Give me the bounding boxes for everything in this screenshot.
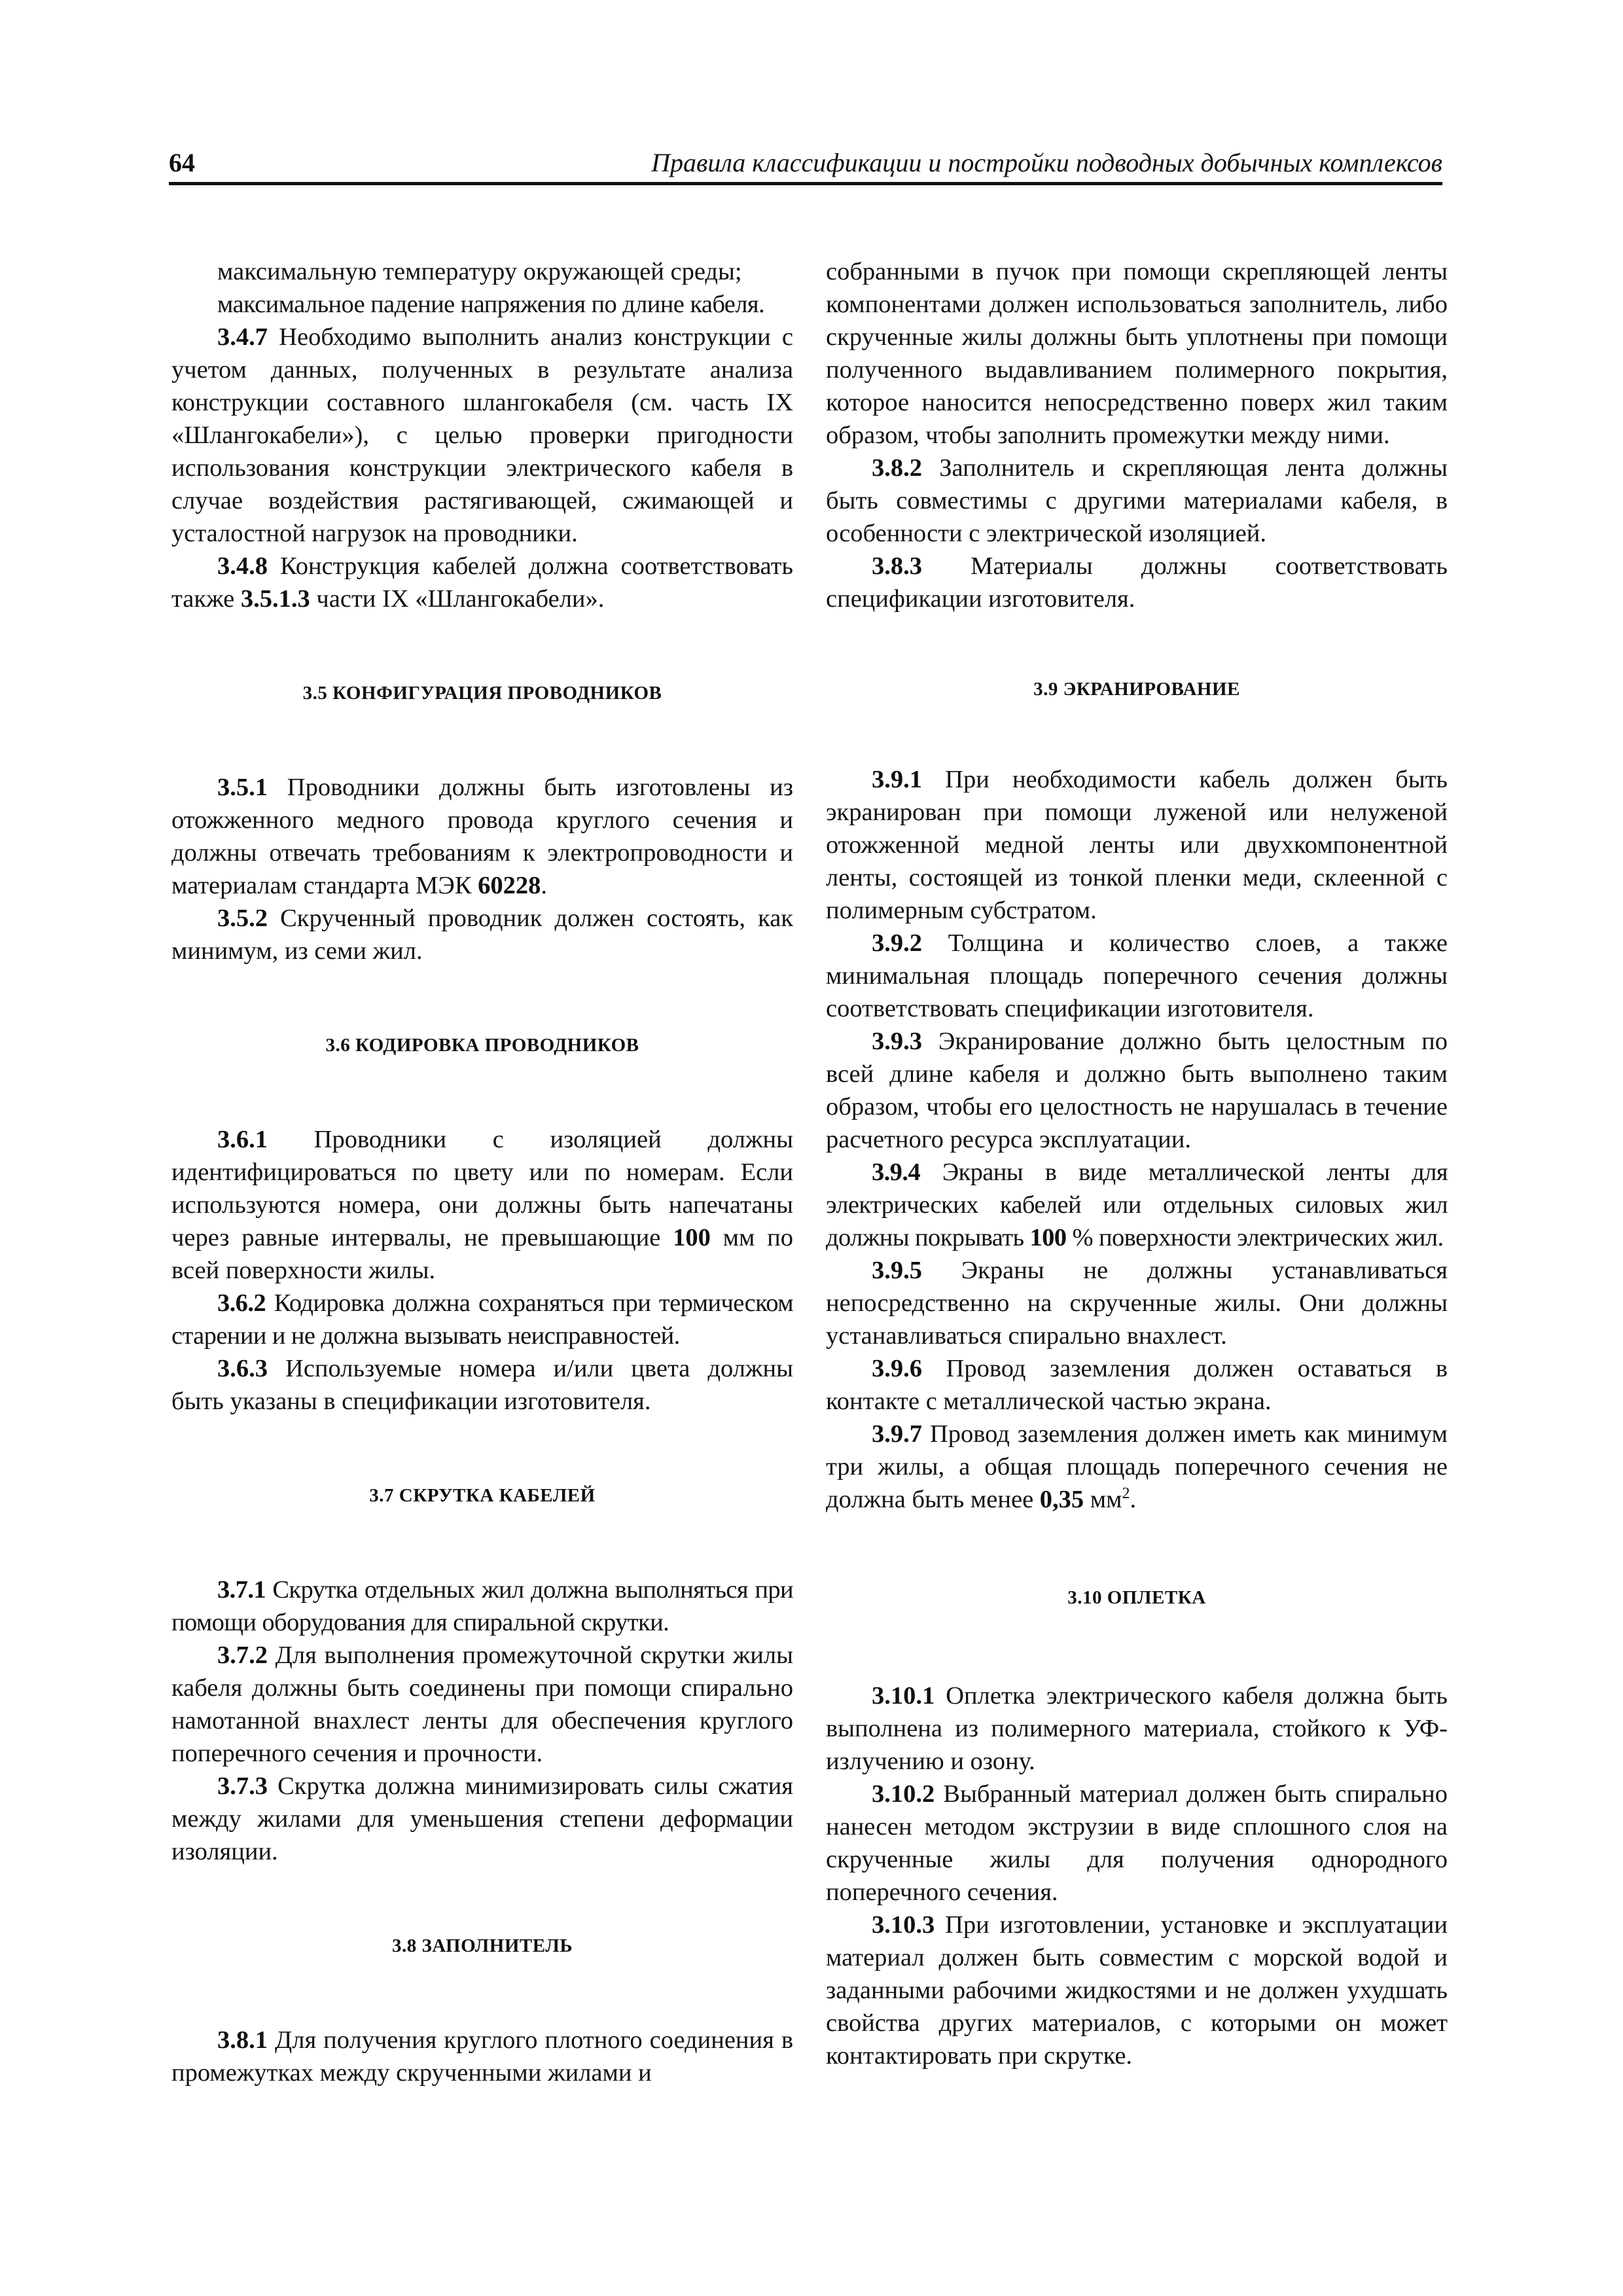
clause-reference: 3.5.1.3	[240, 585, 310, 613]
clause-number: 3.9.4	[872, 1158, 921, 1186]
clause-number: 3.7.3	[217, 1772, 268, 1800]
paragraph-3-10-3	[826, 1909, 1448, 2072]
paragraph-3-9-6	[826, 1352, 1448, 1418]
clause-text: Для выполнения промежуточной скрутки жилы кабеля должны быть соединены при помощи спирально намотанной внахлест ленты для обеспечения круглого поперечного сечения и прочности.	[171, 1641, 793, 1767]
clause-text: мм по всей поверхности жилы.	[171, 1224, 793, 1284]
paragraph-3-9-4	[826, 1156, 1448, 1254]
clause-number: 3.10.1	[872, 1682, 935, 1710]
clause-text: Провод заземления должен иметь как минимум три жилы, а общая площадь поперечного сечения не должна быть менее	[826, 1420, 1448, 1513]
clause-text: Экранирование должно быть целостным по всей длине кабеля и должно быть выполнено таким образом, чтобы его целостность не нарушалась в течение расчетного ресурса эксплуатации.	[826, 1028, 1448, 1153]
clause-text: Для получения круглого плотного соединения в промежутках между скрученными жилами и	[171, 2026, 793, 2087]
clause-number: 3.6.1	[217, 1126, 268, 1153]
clause-number: 3.5.1	[217, 774, 268, 801]
paragraph-3-5-1	[171, 771, 793, 902]
area-unit: мм	[1084, 1486, 1122, 1513]
unit-superscript: 2	[1122, 1485, 1130, 1503]
paragraph-3-6-2	[171, 1287, 793, 1352]
clause-number: 3.4.8	[217, 552, 268, 580]
coverage-value: 100	[1029, 1224, 1067, 1251]
paragraph-3-8-3	[826, 550, 1448, 615]
clause-number: 3.6.2	[217, 1289, 266, 1317]
clause-text: Проводники должны быть изготовлены из отожженного медного провода круглого сечения и должны отвечать требованиям к электропроводности и материалам стандарта МЭК	[171, 774, 793, 899]
clause-text: Проводники с изоляцией должны идентифицироваться по цвету или по номерам. Если используются номера, они должны быть напечатаны через равные интервалы, не превышающие	[171, 1126, 793, 1251]
clause-text: Провод заземления должен оставаться в контакте с металлической частью экрана.	[826, 1355, 1448, 1415]
clause-text: Скрутка отдельных жил должна выполняться при помощи оборудования для спиральной скрутки.	[171, 1576, 793, 1636]
left-column	[171, 255, 793, 2089]
clause-number: 3.6.3	[217, 1355, 268, 1382]
clause-number: 3.5.2	[217, 905, 268, 932]
paragraph-3-9-3	[826, 1025, 1448, 1156]
clause-text: Скрутка должна минимизировать силы сжатия между жилами для уменьшения степени деформации изоляции.	[171, 1772, 793, 1865]
clause-text: При необходимости кабель должен быть экранирован при помощи луженой или нелуженой отожженной медной ленты или двухкомпонентной ленты, состоящей из тонкой пленки меди, склеенной с полимерным субстратом.	[826, 766, 1448, 924]
paragraph-3-8-1	[171, 2024, 793, 2089]
section-heading-3-5: 3.5 КОНФИГУРАЦИЯ ПРОВОДНИКОВ	[302, 683, 662, 704]
clause-text: Экраны в виде металлической ленты для электрических кабелей или отдельных силовых жил должны покрывать	[826, 1158, 1448, 1251]
page-header	[169, 145, 1442, 185]
clause-text: Кодировка должна сохраняться при термическом старении и не должна вызывать неисправностей.	[171, 1289, 793, 1350]
page-number: 64	[169, 148, 195, 177]
clause-number: 3.9.1	[872, 766, 922, 793]
paragraph-3-6-1	[171, 1123, 793, 1287]
clause-number: 3.9.6	[872, 1355, 922, 1382]
clause-text: Оплетка электрического кабеля должна быть выполнена из полимерного материала, стойкого к УФ-излучению и озону.	[826, 1682, 1448, 1775]
clause-number: 3.4.7	[217, 323, 268, 351]
paragraph-3-7-3	[171, 1770, 793, 1868]
clause-number: 3.9.5	[872, 1257, 922, 1284]
paragraph-max-temperature: максимальную температуру окружающей среды;	[217, 258, 742, 285]
paragraph-3-8-1-continued: собранными в пучок при помощи скрепляющей ленты компонентами должен использоваться заполнитель, либо скрученные жилы должны быть уплотнены при помощи полученного выдавливанием полимерного покрытия, которое наносится непосредственно поверх жил таким образом, чтобы заполнить промежутки между ними.	[826, 258, 1448, 449]
clause-number: 3.10.2	[872, 1780, 935, 1808]
paragraph-3-10-2	[826, 1778, 1448, 1909]
paragraph-3-9-7	[826, 1418, 1448, 1516]
clause-number: 3.9.2	[872, 929, 922, 957]
clause-number: 3.9.7	[872, 1420, 922, 1448]
clause-text: Толщина и количество слоев, а также минимальная площадь поперечного сечения должны соответствовать спецификации изготовителя.	[826, 929, 1448, 1022]
clause-text: .	[1130, 1486, 1137, 1513]
clause-number: 3.9.3	[872, 1028, 922, 1055]
clause-text: Материалы должны соответствовать спецификации изготовителя.	[826, 552, 1448, 613]
area-value: 0,35	[1039, 1486, 1084, 1513]
clause-number: 3.7.1	[217, 1576, 266, 1604]
clause-text: части IX «Шлангокабели».	[310, 585, 605, 613]
clause-number: 3.7.2	[217, 1641, 268, 1669]
clause-number: 3.8.2	[872, 454, 922, 482]
standard-number: 60228	[478, 872, 541, 899]
section-heading-3-7: 3.7 СКРУТКА КАБЕЛЕЙ	[369, 1485, 596, 1506]
clause-text: Выбранный материал должен быть спирально нанесен методом экструзии в виде сплошного слоя на скрученные жилы для получения однородного поперечного сечения.	[826, 1780, 1448, 1906]
paragraph-3-5-2	[171, 902, 793, 967]
section-heading-3-10: 3.10 ОПЛЕТКА	[1067, 1587, 1206, 1608]
clause-text: Необходимо выполнить анализ конструкции с учетом данных, полученных в результате анализа конструкции составного шлангокабеля (см. часть IX «Шлангокабели»), с целью проверки пригодности использования конструкции электрического кабеля в случае воздействия растягивающей, сжимающей и усталостной нагрузок на проводники.	[171, 323, 793, 547]
interval-value: 100	[673, 1224, 711, 1251]
section-heading-3-9: 3.9 ЭКРАНИРОВАНИЕ	[1033, 679, 1240, 700]
clause-number: 3.8.3	[872, 552, 922, 580]
section-heading-3-6: 3.6 КОДИРОВКА ПРОВОДНИКОВ	[325, 1035, 639, 1056]
clause-text: .	[541, 872, 548, 899]
paragraph-3-9-2	[826, 927, 1448, 1025]
section-heading-3-8: 3.8 ЗАПОЛНИТЕЛЬ	[391, 1935, 573, 1956]
paragraph-3-8-2	[826, 452, 1448, 550]
running-title: Правила классификации и постройки подводных добычных комплексов	[651, 148, 1442, 177]
clause-text: Заполнитель и скрепляющая лента должны быть совместимы с другими материалами кабеля, в особенности с электрической изоляцией.	[826, 454, 1448, 547]
clause-text: Экраны не должны устанавливаться непосредственно на скрученные жилы. Они должны устанавливаться спирально внахлест.	[826, 1257, 1448, 1350]
clause-number: 3.8.1	[217, 2026, 268, 2054]
clause-text: Скрученный проводник должен состоять, как минимум, из семи жил.	[171, 905, 793, 965]
paragraph-3-9-1	[826, 763, 1448, 927]
paragraph-3-9-5	[826, 1254, 1448, 1352]
clause-text: % поверхности электрических жил.	[1066, 1224, 1444, 1251]
clause-number: 3.10.3	[872, 1911, 935, 1939]
paragraph-3-7-2	[171, 1639, 793, 1770]
paragraph-max-voltage-drop: максимальное падение напряжения по длине кабеля.	[217, 291, 765, 318]
clause-text: При изготовлении, установке и эксплуатации материал должен быть совместим с морской водой и заданными рабочими жидкостями и не должен ухудшать свойства других материалов, с которыми он может контактировать при скрутке.	[826, 1911, 1448, 2070]
right-column	[826, 255, 1448, 2072]
paragraph-3-4-7	[171, 321, 793, 550]
clause-text: Конструкция кабелей должна соответствовать также	[171, 552, 793, 613]
paragraph-3-7-1	[171, 1573, 793, 1639]
clause-text: Используемые номера и/или цвета должны быть указаны в спецификации изготовителя.	[171, 1355, 793, 1415]
paragraph-3-6-3	[171, 1352, 793, 1418]
paragraph-3-10-1	[826, 1679, 1448, 1778]
paragraph-3-4-8	[171, 550, 793, 615]
